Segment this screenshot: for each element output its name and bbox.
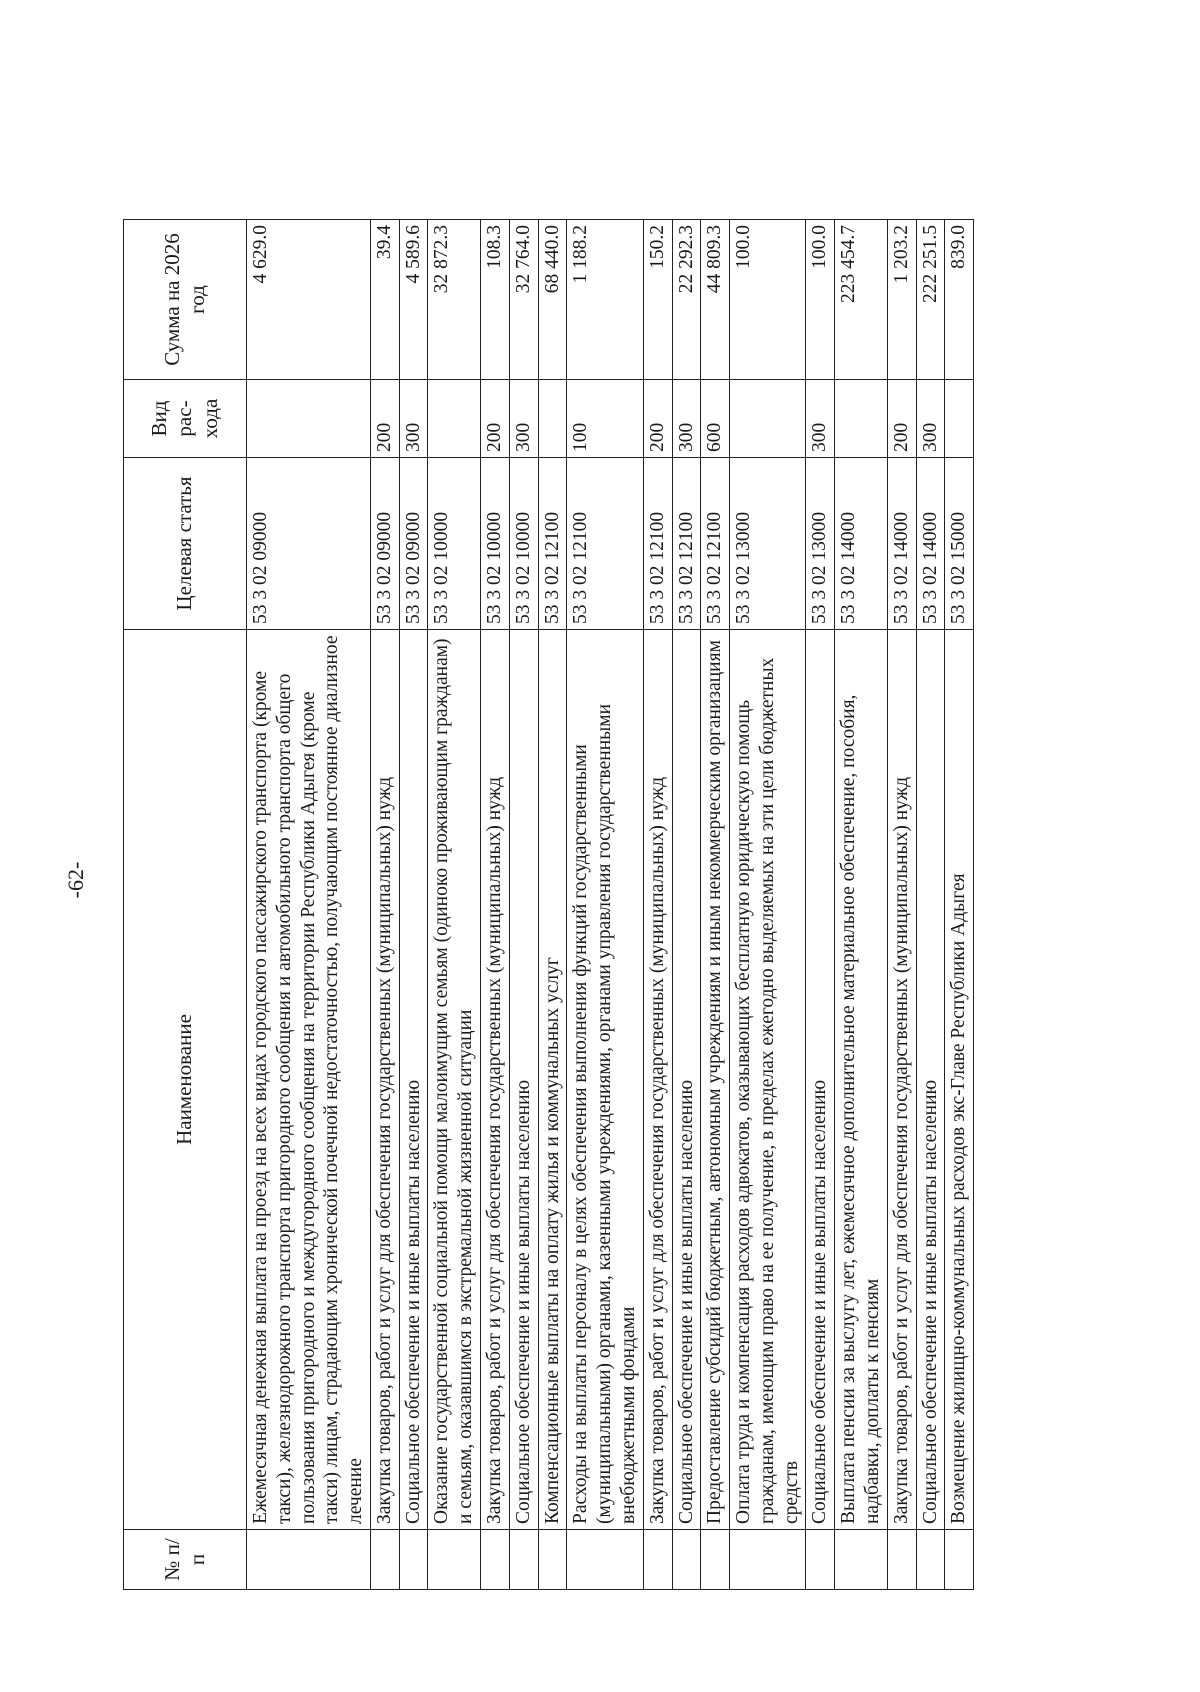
cell-code: 53 3 02 14000: [835, 458, 888, 630]
cell-kind: 200: [643, 380, 672, 458]
table-row: [730, 220, 806, 1590]
cell-num: [567, 1530, 643, 1590]
header-kind: Вид рас-хода: [124, 380, 247, 458]
table-row: [806, 220, 835, 1590]
table-row: [887, 220, 916, 1590]
cell-amount: 1 188.2: [567, 220, 643, 380]
table-row: [509, 220, 538, 1590]
table-row: [247, 220, 371, 1590]
table-row: [399, 220, 428, 1590]
cell-num: [701, 1530, 730, 1590]
cell-code: 53 3 02 14000: [916, 458, 945, 630]
cell-amount: 68 440.0: [538, 220, 567, 380]
cell-name: Расходы на выплаты персоналу в целях обеспечения выполнения функций государственными (муниципальными) органами, казенными учреждениями, органами управления государственными внебюджетными фондами: [567, 630, 643, 1530]
page-number: -62-: [63, 861, 88, 899]
header-amount: Сумма на 2026 год: [124, 220, 247, 380]
cell-num: [916, 1530, 945, 1590]
cell-num: [806, 1530, 835, 1590]
cell-name: Предоставление субсидий бюджетным, автономным учреждениям и иным некоммерческим организациям: [701, 630, 730, 1530]
cell-kind: [247, 380, 371, 458]
cell-num: [370, 1530, 399, 1590]
cell-kind: [428, 380, 481, 458]
table-row: [945, 220, 974, 1590]
header-name: Наименование: [124, 630, 247, 1530]
cell-name: Выплата пенсии за выслугу лет, ежемесячное дополнительное материальное обеспечение, пособия, надбавки, доплаты к пенсиям: [835, 630, 888, 1530]
cell-code: 53 3 02 12100: [701, 458, 730, 630]
cell-code: 53 3 02 12100: [643, 458, 672, 630]
cell-amount: 39.4: [370, 220, 399, 380]
cell-name: Оказание государственной социальной помощи малоимущим семьям (одиноко проживающим гражданам) и семьям, оказавшимся в экстремальной жизненной ситуации: [428, 630, 481, 1530]
cell-name: Оплата труда и компенсация расходов адвокатов, оказывающих бесплатную юридическую помощь гражданам, имеющим право на ее получение, в пределах ежегодно выделяемых на эти цели бюджетных средств: [730, 630, 806, 1530]
cell-num: [247, 1530, 371, 1590]
cell-name: Возмещение жилищно-коммунальных расходов экс-Главе Республики Адыгея: [945, 630, 974, 1530]
cell-amount: 4 589.6: [399, 220, 428, 380]
cell-kind: 300: [399, 380, 428, 458]
cell-name: Закупка товаров, работ и услуг для обеспечения государственных (муниципальных) нужд: [370, 630, 399, 1530]
header-code: Целевая статья: [124, 458, 247, 630]
cell-code: 53 3 02 09000: [399, 458, 428, 630]
cell-num: [643, 1530, 672, 1590]
cell-amount: 222 251.5: [916, 220, 945, 380]
cell-amount: 223 454.7: [835, 220, 888, 380]
cell-kind: 300: [509, 380, 538, 458]
cell-code: 53 3 02 14000: [887, 458, 916, 630]
cell-name: Социальное обеспечение и иные выплаты населению: [672, 630, 701, 1530]
cell-amount: 100.0: [730, 220, 806, 380]
table-row: [701, 220, 730, 1590]
table-row: [481, 220, 510, 1590]
cell-code: 53 3 02 10000: [481, 458, 510, 630]
cell-kind: 300: [806, 380, 835, 458]
cell-name: Ежемесячная денежная выплата на проезд на всех видах городского пассажирского транспорта (кроме такси), железнодорожного транспорта пригородного сообщения и автомобильного транспорта общего пользования пригородного и междугородного сообщения на территории Республики Адыгея (кроме такси) лицам, страдающим хронической почечной недостаточностью, получающим постоянное диализное лечение: [247, 630, 371, 1530]
cell-num: [672, 1530, 701, 1590]
cell-num: [481, 1530, 510, 1590]
cell-amount: 22 292.3: [672, 220, 701, 380]
table-row: [538, 220, 567, 1590]
cell-amount: 4 629.0: [247, 220, 371, 380]
header-num: № п/п: [124, 1530, 247, 1590]
cell-kind: [945, 380, 974, 458]
cell-amount: 100.0: [806, 220, 835, 380]
cell-amount: 150.2: [643, 220, 672, 380]
cell-amount: 839.0: [945, 220, 974, 380]
cell-num: [835, 1530, 888, 1590]
cell-amount: 44 809.3: [701, 220, 730, 380]
document-page: [35, 100, 1095, 1660]
cell-name: Компенсационные выплаты на оплату жилья и коммунальных услуг: [538, 630, 567, 1530]
cell-amount: 1 203.2: [887, 220, 916, 380]
cell-name: Закупка товаров, работ и услуг для обеспечения государственных (муниципальных) нужд: [887, 630, 916, 1530]
table-row: [835, 220, 888, 1590]
cell-code: 53 3 02 10000: [509, 458, 538, 630]
cell-num: [399, 1530, 428, 1590]
cell-num: [538, 1530, 567, 1590]
table-row: [672, 220, 701, 1590]
table-header-row: [124, 220, 247, 1590]
cell-kind: 200: [370, 380, 399, 458]
cell-code: 53 3 02 10000: [428, 458, 481, 630]
cell-num: [730, 1530, 806, 1590]
cell-num: [428, 1530, 481, 1590]
cell-num: [509, 1530, 538, 1590]
cell-code: 53 3 02 09000: [370, 458, 399, 630]
cell-num: [945, 1530, 974, 1590]
cell-code: 53 3 02 13000: [730, 458, 806, 630]
cell-name: Закупка товаров, работ и услуг для обеспечения государственных (муниципальных) нужд: [481, 630, 510, 1530]
cell-name: Социальное обеспечение и иные выплаты населению: [509, 630, 538, 1530]
cell-code: 53 3 02 15000: [945, 458, 974, 630]
table-row: [916, 220, 945, 1590]
cell-code: 53 3 02 12100: [567, 458, 643, 630]
table-row: [643, 220, 672, 1590]
cell-num: [887, 1530, 916, 1590]
table-row: [567, 220, 643, 1590]
cell-kind: 200: [481, 380, 510, 458]
cell-amount: 32 764.0: [509, 220, 538, 380]
cell-kind: 600: [701, 380, 730, 458]
cell-code: 53 3 02 12100: [672, 458, 701, 630]
cell-name: Социальное обеспечение и иные выплаты населению: [399, 630, 428, 1530]
cell-kind: 300: [916, 380, 945, 458]
cell-kind: 300: [672, 380, 701, 458]
cell-amount: 32 872.3: [428, 220, 481, 380]
cell-kind: [730, 380, 806, 458]
cell-name: Социальное обеспечение и иные выплаты населению: [806, 630, 835, 1530]
table-row: [370, 220, 399, 1590]
cell-kind: [835, 380, 888, 458]
cell-name: Закупка товаров, работ и услуг для обеспечения государственных (муниципальных) нужд: [643, 630, 672, 1530]
cell-kind: [538, 380, 567, 458]
cell-kind: 200: [887, 380, 916, 458]
table-row: [428, 220, 481, 1590]
cell-kind: 100: [567, 380, 643, 458]
cell-code: 53 3 02 09000: [247, 458, 371, 630]
budget-table: [123, 219, 974, 1590]
cell-amount: 108.3: [481, 220, 510, 380]
cell-code: 53 3 02 13000: [806, 458, 835, 630]
cell-name: Социальное обеспечение и иные выплаты населению: [916, 630, 945, 1530]
cell-code: 53 3 02 12100: [538, 458, 567, 630]
